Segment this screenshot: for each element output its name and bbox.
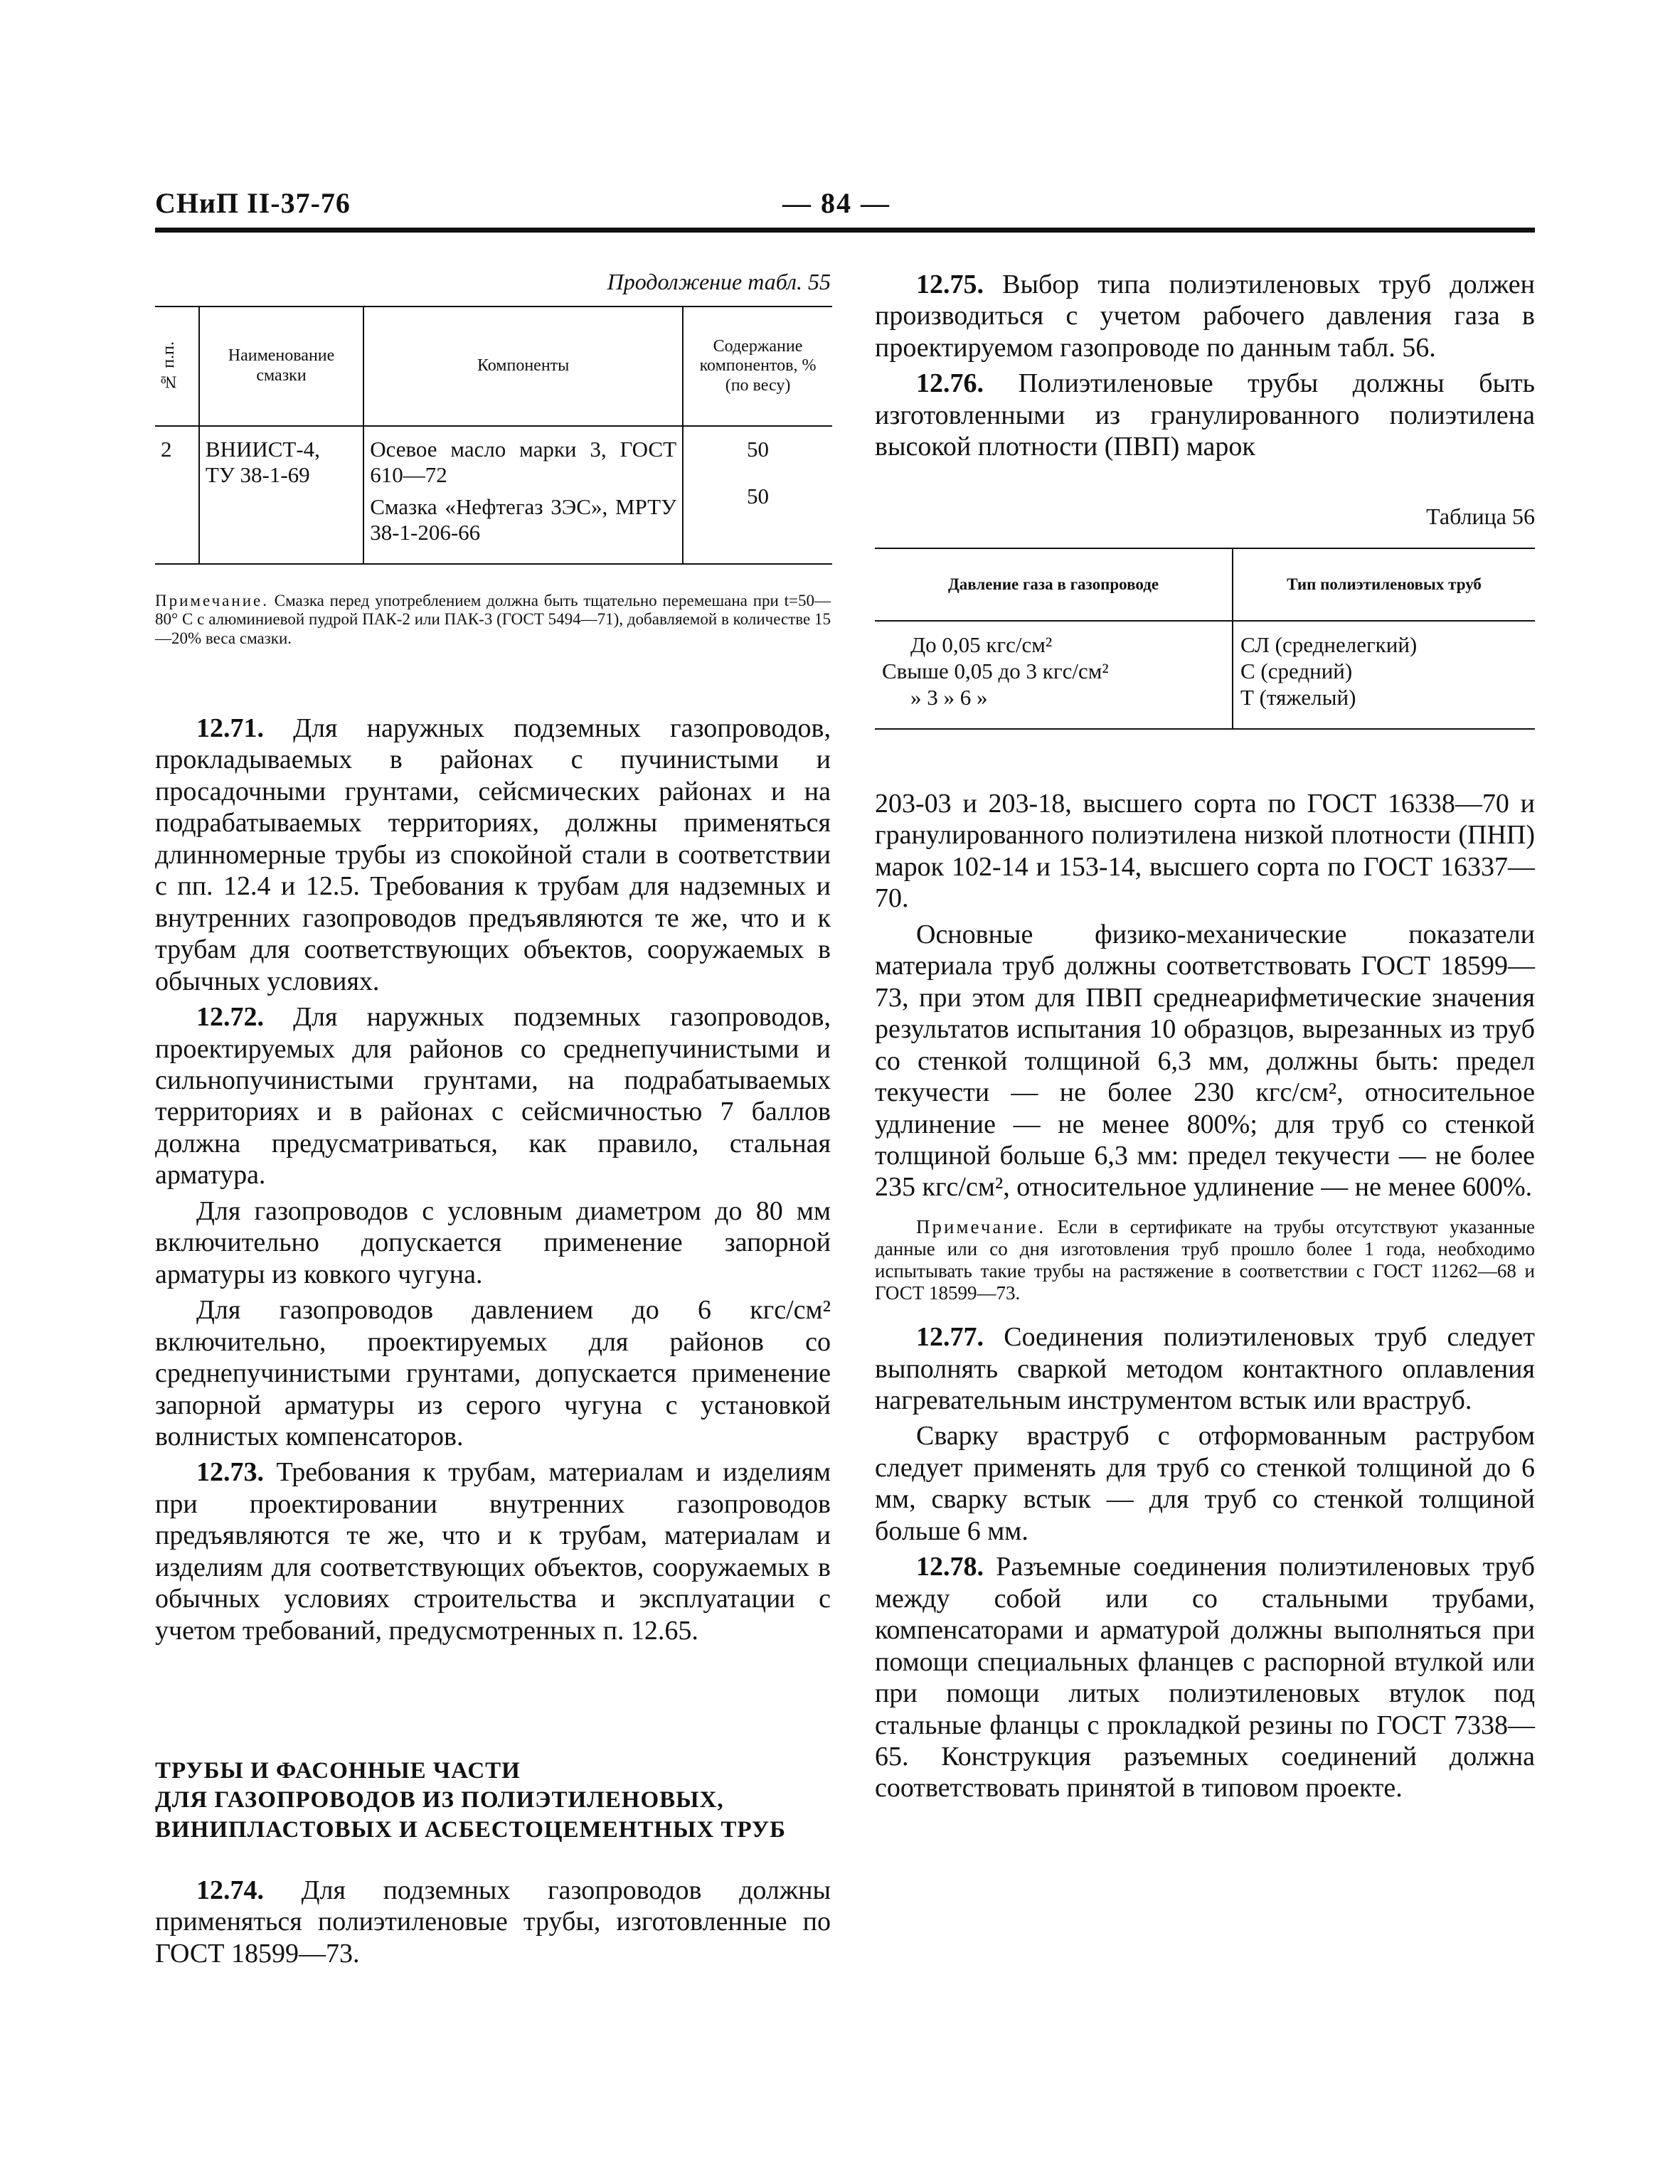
paragraph-12-76-b: Основные физико-механические показатели материала труб должны соответствовать ГОСТ 18599—73, при этом для ПВП среднеарифметические значения результатов испытания 10 образцов, вырезанных из труб со стенкой толщиной 6,3 мм, должны быть: предел текучести — не более 230 кгс/см², относительное удлинение — не менее 800%; для труб со стенкой толщиной больше 6,3 мм: предел текучести — не более 235 кгс/см², относительное удлинение — не менее 600%.	[875, 919, 1535, 1203]
table-row	[155, 426, 832, 564]
table-row	[875, 621, 1535, 729]
document-code: СНиП II-37-76	[155, 187, 351, 219]
table55-cell-values: 50 50	[683, 426, 832, 564]
table-55	[155, 306, 832, 565]
header-rule	[155, 228, 1535, 233]
paragraph-12-76-continued: 203-03 и 203-18, высшего сорта по ГОСТ 16338—70 и гранулированного полиэтилена низкой плотности (ПНП) марок 102-14 и 153-14, высшего сорта по ГОСТ 16337—70.	[875, 789, 1535, 914]
table56-cell-types: СЛ (среднелегкий) С (средний) Т (тяжелый)	[1233, 621, 1535, 729]
paragraph-12-73: 12.73. Требования к трубам, материалам и изделиям при проектировании внутренних газопроводов предъявляются те же, что и к трубам, материалам и изделиям для соответствующих объектов, сооружаемых в обычных условиях строительства и эксплуатации с учетом требований, предусмотренных п. 12.65.	[155, 1457, 831, 1646]
paragraph-12-71: 12.71. Для наружных подземных газопроводов, прокладываемых в районах с пучинистыми и просадочными грунтами, сейсмических районах и на подрабатываемых территориях, должны применяться длинномерные трубы из спокойной стали в соответствии с пп. 12.4 и 12.5. Требования к трубам для надземных и внутренних газопроводов предъявляются те же, что и к трубам для соответствующих объектов, сооружаемых в обычных условиях.	[155, 713, 831, 996]
paragraph-12-75: 12.75. Выбор типа полиэтиленовых труб должен производиться с учетом рабочего давления газа в проектируемом газопроводе по данным табл. 56.	[875, 270, 1535, 363]
table55-header-components: Компоненты	[363, 307, 683, 426]
table55-cell-name: ВНИИСТ-4, ТУ 38-1-69	[199, 426, 363, 564]
table55-header-content: Содержание компонентов, % (по весу)	[683, 307, 832, 426]
paragraph-12-72-b: Для газопроводов с условным диаметром до 80 мм включительно допускается применение запорной арматуры из ковкого чугуна.	[155, 1195, 831, 1289]
page-number: — 84 —	[782, 187, 890, 219]
table56-title: Таблица 56	[1426, 504, 1535, 529]
paragraph-12-77-b: Сварку враструб с отформованным раструбом следует применять для труб со стенкой толщиной до 6 мм, сварку встык — для труб со стенкой толщиной больше 6 мм.	[875, 1421, 1535, 1546]
paragraph-12-77: 12.77. Соединения полиэтиленовых труб следует выполнять сваркой методом контактного оплавления нагревательным инструментом встык или враструб.	[875, 1322, 1535, 1415]
table55-header-name: Наименование смазки	[199, 307, 363, 426]
paragraph-note: Примечание. Если в сертификате на трубы отсутствуют указанные данные или со дня изготовления труб прошло более 1 года, необходимо испытывать такие трубы на растяжение в соответствии с ГОСТ 11262—68 и ГОСТ 18599—73.	[875, 1215, 1536, 1304]
section-heading: ТРУБЫ И ФАСОННЫЕ ЧАСТИ ДЛЯ ГАЗОПРОВОДОВ ИЗ ПОЛИЭТИЛЕНОВЫХ, ВИНИПЛАСТОВЫХ И АСБЕСТОЦЕМЕНТНЫХ ТРУБ	[155, 1758, 786, 1843]
paragraph-12-76: 12.76. Полиэтиленовые трубы должны быть изготовленными из гранулированного полиэтилена высокой плотности (ПВП) марок	[875, 368, 1536, 462]
table56-header-type: Тип полиэтиленовых труб	[1233, 548, 1535, 621]
paragraph-12-78: 12.78. Разъемные соединения полиэтиленовых труб между собой или со стальными трубами, компенсаторами и арматурой должны выполняться при помощи специальных фланцев с распорной втулкой или при помощи литых полиэтиленовых втулок под стальные фланцы с прокладкой резины по ГОСТ 7338—65. Конструкция разъемных соединений должна соответствовать принятой в типовом проекте.	[875, 1552, 1535, 1804]
left-column-bottom	[155, 1875, 831, 1973]
paragraph-12-72-c: Для газопроводов давлением до 6 кгс/см² включительно, проектируемых для районов со среднепучинистыми грунтами, допускается применение запорной арматуры из серого чугуна с установкой волнистых компенсаторов.	[155, 1295, 831, 1451]
table55-continuation-label: Продолжение табл. 55	[607, 269, 831, 294]
table56-header-pressure: Давление газа в газопроводе	[875, 548, 1233, 621]
table55-header-num: № п.п.	[155, 307, 199, 426]
right-column-top	[875, 269, 1535, 467]
right-column-middle	[875, 788, 1535, 1809]
paragraph-12-74: 12.74. Для подземных газопроводов должны применяться полиэтиленовые трубы, изготовленные по ГОСТ 18599—73.	[155, 1875, 831, 1969]
table56-cell-pressures: До 0,05 кгс/см² Свыше 0,05 до 3 кгс/см² » 3 » 6 »	[875, 621, 1233, 729]
table55-cell-num: 2	[155, 426, 199, 564]
left-column	[155, 713, 831, 1651]
table55-note: Примечание. Смазка перед употреблением должна быть тщательно перемешана при t=50—80° С с алюминиевой пудрой ПАК-2 или ПАК-3 (ГОСТ 5494—71), добавляемой в количестве 15—20% веса смазки.	[155, 592, 831, 647]
table55-cell-components: Осевое масло марки 3, ГОСТ 610—72 Смазка «Нефтегаз 3ЭС», МРТУ 38-1-206-66	[363, 426, 683, 564]
table-56	[875, 548, 1535, 730]
paragraph-12-72: 12.72. Для наружных подземных газопроводов, проектируемых для районов со среднепучинистыми и сильнопучинистыми грунтами, на подрабатываемых территориях и в районах с сейсмичностью 7 баллов должна предусматриваться, как правило, стальная арматура.	[155, 1002, 831, 1190]
